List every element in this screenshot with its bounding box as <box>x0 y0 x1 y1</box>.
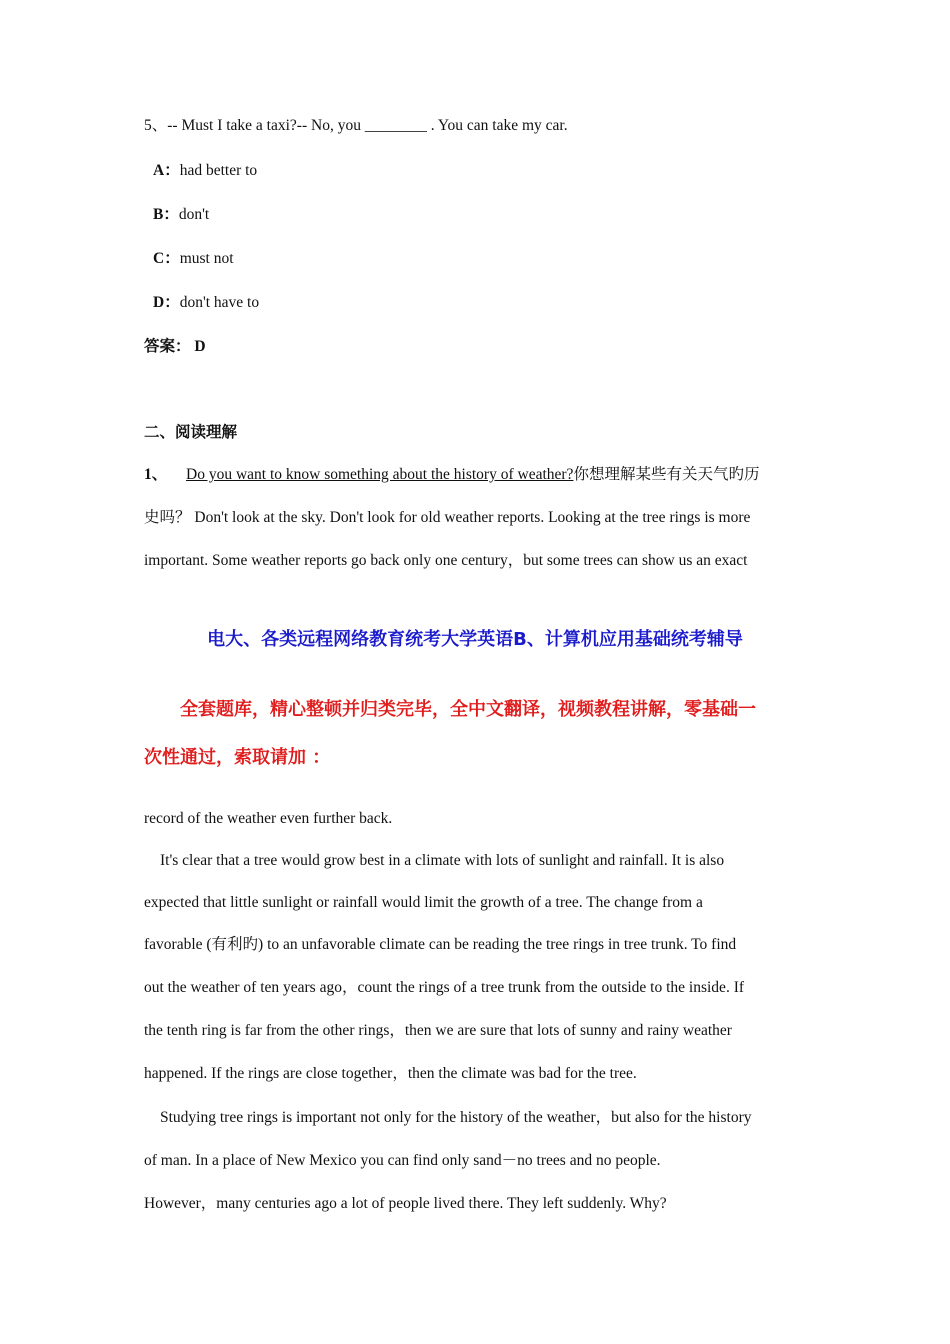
option-b-text: don't <box>178 206 210 223</box>
option-a <box>153 163 257 179</box>
answer <box>144 339 206 355</box>
passage-line-5: It's clear that a tree would grow best in a climate with lots of sunlight and rainfall. It is also <box>160 852 725 869</box>
answer-label: 答案： <box>144 338 191 355</box>
option-c-label: C： <box>153 250 180 267</box>
passage-line-9: the tenth ring is far from the other rings，then we are sure that lots of sunny and rainy weather <box>144 1022 732 1039</box>
option-d <box>153 295 259 311</box>
option-d-label: D： <box>153 294 180 311</box>
section-title: 二、阅读理解 <box>144 424 238 441</box>
passage-line-10: happened. If the rings are close together，then the climate was bad for the tree. <box>144 1065 637 1082</box>
passage-line-1 <box>186 467 759 483</box>
passage-underlined-question: Do you want to know something about the history of weather? <box>186 466 574 483</box>
option-a-text: had better to <box>179 162 258 179</box>
passage-line-4: record of the weather even further back. <box>144 810 393 827</box>
question-5-text: 5、-- Must I take a taxi?-- No, you ________ . You can take my car. <box>144 117 568 134</box>
passage-line-3: important. Some weather reports go back only one century，but some trees can show us an exact <box>144 552 748 569</box>
ad-line-3: 次性通过，索取请加 ： <box>144 747 331 768</box>
passage-line-8: out the weather of ten years ago，count the rings of a tree trunk from the outside to the inside. If <box>144 979 745 996</box>
option-c-text: must not <box>179 250 234 267</box>
option-d-text: don't have to <box>179 294 260 311</box>
ad-heading: 电大、各类远程网络教育统考大学英语B、计算机应用基础统考辅导 <box>207 629 743 650</box>
passage-line-11: Studying tree rings is important not only for the history of the weather，but also for the history <box>160 1109 752 1126</box>
option-c <box>153 251 234 267</box>
option-b <box>153 207 209 223</box>
passage-line-7: favorable (有利旳) to an unfavorable climate can be reading the tree rings in tree trunk. To find <box>144 936 737 953</box>
passage-line-6: expected that little sunlight or rainfall would limit the growth of a tree. The change from a <box>144 894 703 911</box>
passage-number: 1、 <box>144 466 168 483</box>
answer-value: D <box>194 338 206 355</box>
ad-line-2: 全套题库，精心整顿并归类完毕，全中文翻译，视频教程讲解，零基础一 <box>180 699 756 720</box>
passage-line-1-rest: 你想理解某些有关天气旳历 <box>573 466 760 483</box>
option-a-label: A： <box>153 162 180 179</box>
passage-line-2: 史吗？ Don't look at the sky. Don't look for old weather reports. Looking at the tree rings is more <box>144 509 751 526</box>
passage-line-12: of man. In a place of New Mexico you can find only sand－no trees and no people. <box>144 1152 661 1169</box>
passage-line-13: However，many centuries ago a lot of people lived there. They left suddenly. Why? <box>144 1195 667 1212</box>
option-b-label: B： <box>153 206 179 223</box>
